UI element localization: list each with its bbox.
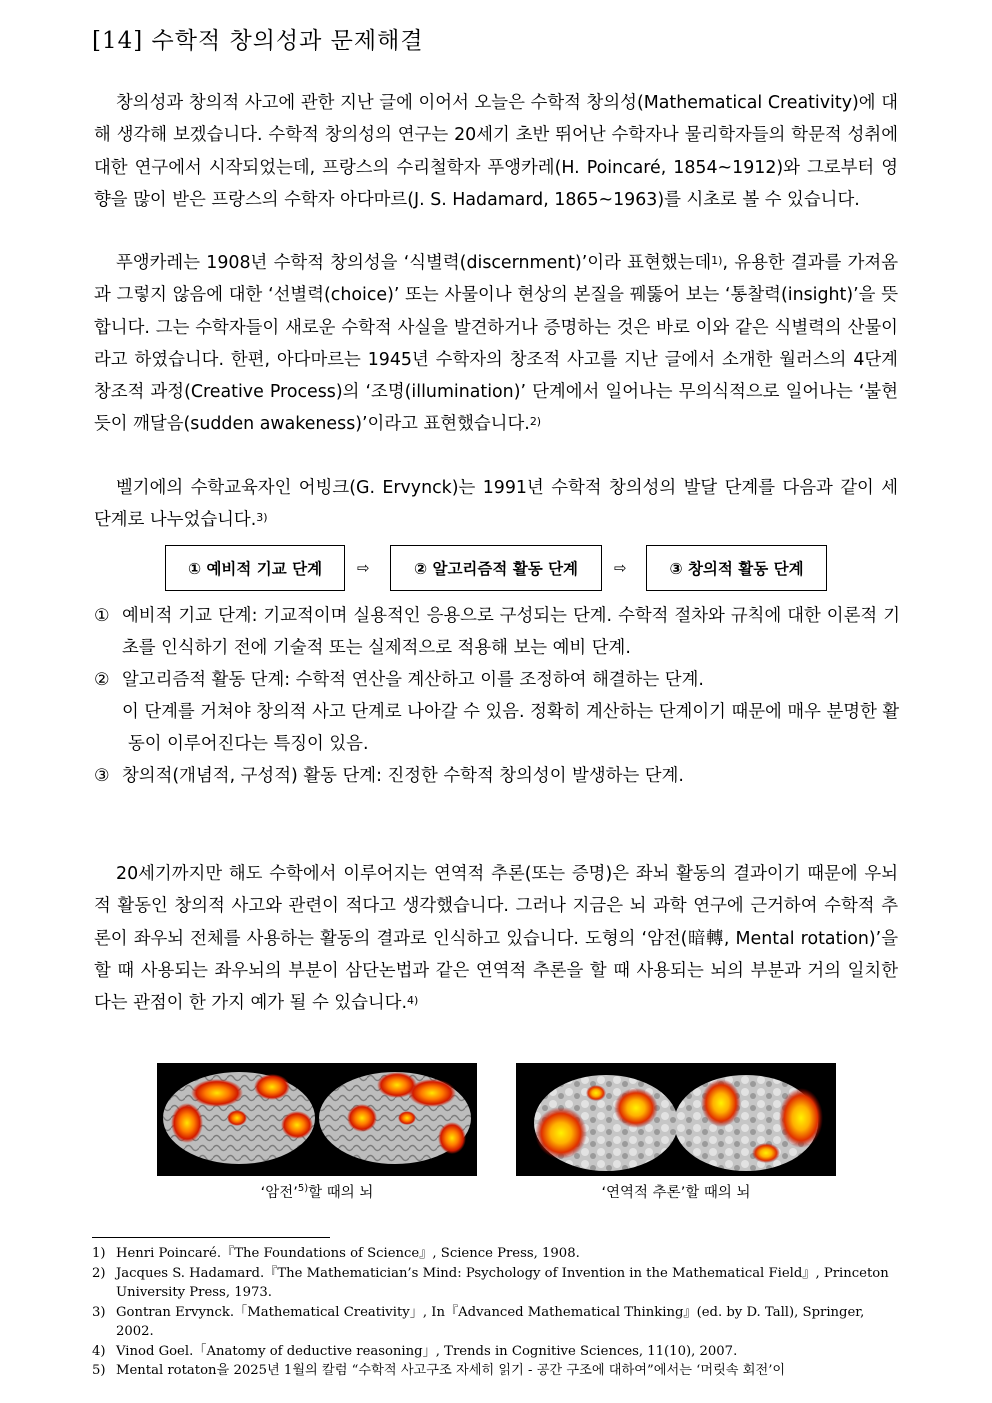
footnote-ref[interactable]: 3)	[256, 511, 268, 525]
page-title: [14] 수학적 창의성과 문제해결	[92, 28, 424, 54]
list-item	[94, 600, 900, 664]
stage-box-2: ② 알고리즘적 활동 단계	[390, 545, 602, 591]
footnote-text: Vinod Goel.「Anatomy of deductive reasoning」, Trends in Cognitive Sciences, 11(10), 2007.	[116, 1343, 738, 1359]
list-item-text: 알고리즘적 활동 단계: 수학적 연산을 계산하고 이를 조정하여 해결하는 단계.	[122, 670, 704, 690]
paragraph-intro	[94, 87, 898, 216]
footnotes	[92, 1244, 898, 1381]
list-item	[94, 760, 900, 792]
footnote-number: 2)	[92, 1265, 106, 1281]
brain-scan-right-image	[516, 1063, 836, 1176]
list-item	[94, 664, 900, 696]
footnote-text: Mental rotaton을 2025년 1월의 칼럼 “수학적 사고구조 자세히 읽기 - 공간 구조에 대하여”에서는 ‘머릿속 회전’이	[116, 1363, 786, 1378]
footnote-text: Henri Poincaré.『The Foundations of Science』, Science Press, 1908.	[116, 1246, 580, 1261]
footnote-item	[92, 1244, 898, 1264]
figure-caption-left	[157, 1181, 477, 1202]
footnote-ref[interactable]: 2)	[529, 415, 542, 429]
footnote-number: 5)	[92, 1363, 106, 1378]
paragraph-text-part: 푸앵카레는 1908년 수학적 창의성을 ‘식별력(discernment)’이라 표현했는데	[116, 253, 712, 273]
list-number: ③	[94, 766, 110, 786]
paragraph-text: 창의성과 창의적 사고에 관한 지난 글에 이어서 오늘은 수학적 창의성(Mathematical Creativity)에 대해 생각해 보겠습니다. 수학적 창의성의 연구는 20세기 초반 뛰어난 수학자나 물리학자들의 학문적 성취에 대한 연구에서 시작되었는데, 프랑스의 수리철학자 푸앵카레(H. Poincaré, 1854~1912)와 그로부터 영향을 많이 받은 프랑스의 수학자 아다마르(J. S. Hadamard, 1865~1963)를 시초로 볼 수 있습니다.	[94, 93, 898, 210]
paragraph-text-part: 벨기에의 수학교육자인 어빙크(G. Ervynck)는 1991년 수학적 창의성의 발달 단계를 다음과 같이 세 단계로 나누었습니다.	[94, 478, 898, 531]
list-item-text: 예비적 기교 단계: 기교적이며 실용적인 응용으로 구성되는 단계. 수학적 절차와 규칙에 대한 이론적 기초를 인식하기 전에 기술적 또는 실제적으로 적용해 보는 예비 단계.	[122, 606, 900, 658]
list-number: ①	[94, 606, 110, 626]
footnote-number: 1)	[92, 1246, 106, 1261]
stage-box-3: ③ 창의적 활동 단계	[646, 545, 827, 591]
caption-text: ‘암전’	[260, 1185, 298, 1201]
footnote-divider	[92, 1237, 330, 1238]
stage-box-1: ① 예비적 기교 단계	[165, 545, 345, 591]
figure-caption-right: ‘연역적 추론’할 때의 뇌	[601, 1185, 751, 1201]
footnote-ref[interactable]: 5)	[297, 1183, 309, 1195]
brain-image-mental-rotation	[157, 1063, 477, 1176]
footnote-ref[interactable]: 4)	[407, 994, 419, 1008]
footnote-text: Jacques S. Hadamard.『The Mathematician’s Mind: Psychology of Invention in the Mathematical Field』, Princeton University Press, 1973.	[116, 1265, 889, 1300]
stage-list	[94, 600, 900, 792]
paragraph-text	[94, 858, 898, 1019]
right-arrow-icon: ⇨	[357, 559, 370, 577]
footnote-item	[92, 1361, 898, 1381]
footnote-text: Gontran Ervynck.「Mathematical Creativity」, In『Advanced Mathematical Thinking』(ed. by D. Tall), Springer, 2002.	[116, 1304, 865, 1339]
brain-scan-left-image	[157, 1063, 477, 1176]
paragraph-brain-science	[94, 858, 898, 1019]
stage-flow-diagram	[165, 545, 829, 593]
brain-image-deductive-reasoning	[516, 1063, 836, 1176]
paragraph-text-part: , 유용한 결과를 가져옴과 그렇지 않음에 대한 ‘선별력(choice)’ 또는 사물이나 현상의 본질을 꿰뚫어 보는 ‘통찰력(insight)’을 뜻합니다. 그는 수학자들이 새로운 수학적 사실을 발견하거나 증명하는 것은 바로 이와 같은 식별력의 산물이라고 하였습니다. 한편, 아다마르는 1945년 수학자의 창조적 사고를 지난 글에서 소개한 월러스의 4단계 창조적 과정(Creative Process)의 ‘조명(illumination)’ 단계에서 일어나는 무의식적으로 일어나는 ‘불현 듯이 깨달음(sudden awakeness)’이라고 표현했습니다.	[94, 253, 899, 435]
footnote-item	[92, 1342, 898, 1362]
footnote-ref[interactable]: 1)	[711, 254, 723, 267]
paragraph-text-part: 20세기까지만 해도 수학에서 이루어지는 연역적 추론(또는 증명)은 좌뇌 활동의 결과이기 때문에 우뇌적 활동인 창의적 사고와 관련이 적다고 생각했습니다. 그러나 지금은 뇌 과학 연구에 근거하여 수학적 추론이 좌우뇌 전체를 사용하는 활동의 결과로 인식하고 있습니다. 도형의 ‘암전(暗轉, Mental rotation)’을 할 때 사용되는 좌우뇌의 부분이 삼단논법과 같은 연역적 추론을 할 때 사용되는 뇌의 부분과 거의 일치한다는 관점이 한 가지 예가 될 수 있습니다.	[94, 864, 898, 1014]
footnote-number: 3)	[92, 1304, 106, 1320]
brain-figures	[0, 1063, 992, 1203]
right-arrow-icon: ⇨	[614, 559, 627, 577]
paragraph-text	[94, 247, 898, 441]
list-item-continuation: 이 단계를 거쳐야 창의적 사고 단계로 나아갈 수 있음. 정확히 계산하는 단계이기 때문에 매우 분명한 활동이 이루어진다는 특징이 있음.	[122, 702, 900, 754]
caption-text: 할 때의 뇌	[308, 1185, 374, 1201]
paragraph-text	[94, 472, 898, 537]
list-item-text: 창의적(개념적, 구성적) 활동 단계: 진정한 수학적 창의성이 발생하는 단계.	[122, 766, 684, 786]
paragraph-poincare	[94, 247, 898, 441]
footnote-item	[92, 1303, 898, 1342]
footnote-item	[92, 1264, 898, 1303]
paragraph-ervynck	[94, 472, 898, 537]
footnote-number: 4)	[92, 1343, 106, 1359]
list-number: ②	[94, 670, 110, 690]
